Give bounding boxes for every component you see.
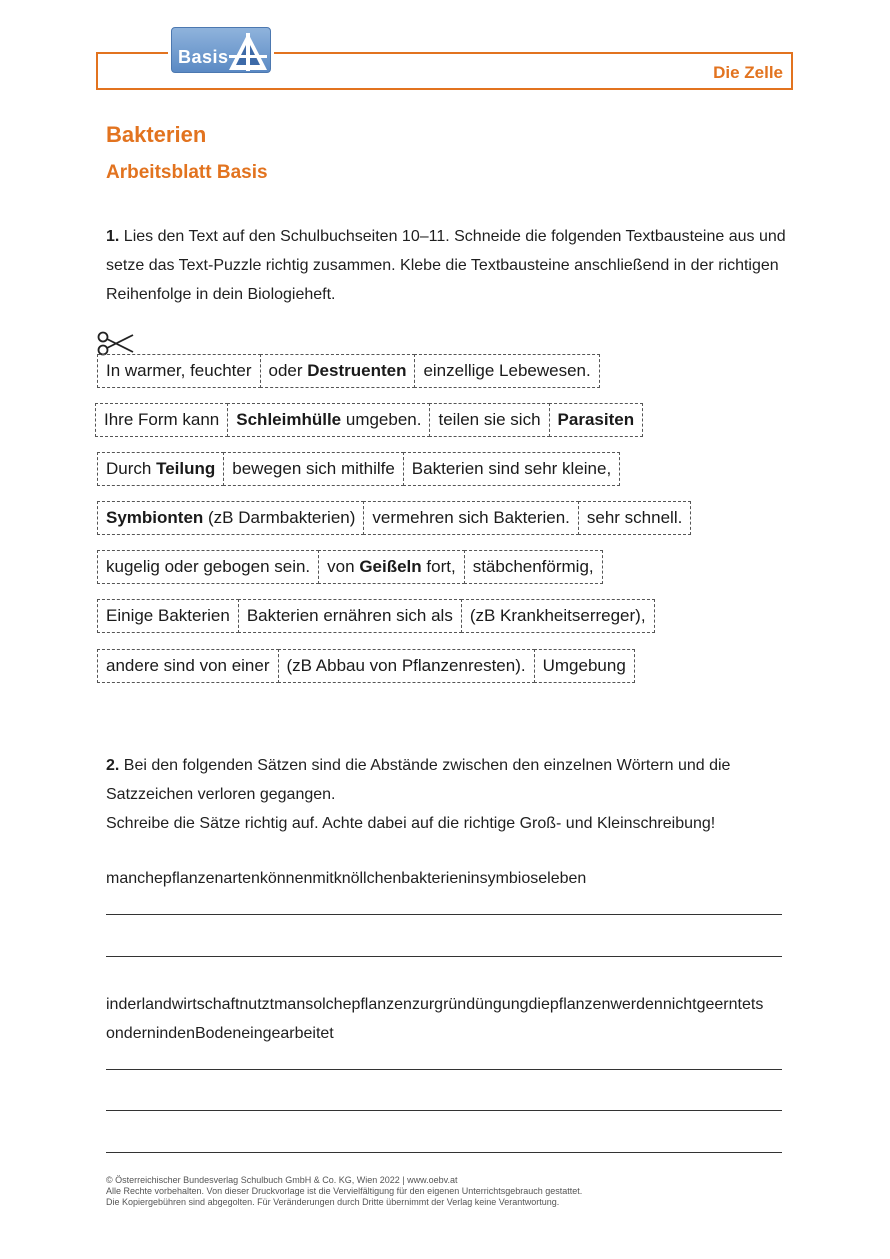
puzzle-piece[interactable]: (zB Krankheitserreger), bbox=[461, 599, 655, 633]
section-title: Die Zelle bbox=[713, 63, 783, 82]
puzzle-piece[interactable]: Parasiten bbox=[549, 403, 644, 437]
puzzle-row-1 bbox=[97, 354, 600, 388]
puzzle-row-4 bbox=[97, 501, 691, 535]
puzzle-row-5 bbox=[97, 550, 603, 584]
basis-logo bbox=[168, 25, 274, 75]
puzzle-piece[interactable]: Durch Teilung bbox=[97, 452, 224, 486]
puzzle-piece[interactable]: Symbionten (zB Darmbakterien) bbox=[97, 501, 364, 535]
task2-number: 2. bbox=[106, 757, 120, 774]
puzzle-piece[interactable]: Bakterien ernähren sich als bbox=[238, 599, 462, 633]
puzzle-piece[interactable]: Umgebung bbox=[534, 649, 635, 683]
puzzle-piece[interactable]: bewegen sich mithilfe bbox=[223, 452, 404, 486]
footer-line: © Österreichischer Bundesverlag Schulbuch GmbH & Co. KG, Wien 2022 | www.oebv.at bbox=[106, 1175, 458, 1185]
puzzle-row-3 bbox=[97, 452, 620, 486]
puzzle-piece[interactable]: (zB Abbau von Pflanzenresten). bbox=[278, 649, 535, 683]
page-title: Bakterien bbox=[106, 122, 207, 147]
scrambled-sentence-1: manchepflanzenartenkönnenmitknöllchenbakterieninsymbioseleben bbox=[106, 870, 587, 887]
puzzle-piece[interactable]: einzellige Lebewesen. bbox=[414, 354, 599, 388]
basis-logo-triangle-icon bbox=[227, 31, 269, 73]
puzzle-piece[interactable]: teilen sie sich bbox=[429, 403, 549, 437]
task2-paragraph bbox=[106, 751, 796, 838]
puzzle-piece[interactable]: In warmer, feuchter bbox=[97, 354, 261, 388]
puzzle-piece[interactable]: oder Destruenten bbox=[260, 354, 416, 388]
task1-paragraph bbox=[106, 222, 796, 309]
puzzle-piece[interactable]: Schleimhülle umgeben. bbox=[227, 403, 430, 437]
puzzle-piece[interactable]: kugelig oder gebogen sein. bbox=[97, 550, 319, 584]
logo-text: Basis bbox=[178, 47, 229, 67]
footer-line: Alle Rechte vorbehalten. Von dieser Druckvorlage ist die Vervielfältigung für den eigenen Unterrichtsgebrauch gestattet. bbox=[106, 1186, 583, 1196]
puzzle-row-2 bbox=[95, 403, 643, 437]
puzzle-piece[interactable]: sehr schnell. bbox=[578, 501, 691, 535]
page-subtitle: Arbeitsblatt Basis bbox=[106, 162, 268, 183]
answer-line[interactable] bbox=[106, 914, 782, 915]
puzzle-piece[interactable]: andere sind von einer bbox=[97, 649, 279, 683]
answer-line[interactable] bbox=[106, 1069, 782, 1070]
sentence-2-line-1: inderlandwirtschaftnutztmansolchepflanzenzurgründüngungdiepflanzenwerdennichtgeerntets bbox=[106, 996, 764, 1013]
puzzle-piece[interactable]: stäbchenförmig, bbox=[464, 550, 603, 584]
puzzle-piece[interactable]: Ihre Form kann bbox=[95, 403, 228, 437]
footer-line: Die Kopiergebühren sind abgegolten. Für Veränderungen durch Dritte übernimmt der Verlag keine Verantwortung. bbox=[106, 1197, 560, 1207]
copyright-footer bbox=[106, 1175, 806, 1208]
puzzle-piece[interactable]: von Geißeln fort, bbox=[318, 550, 465, 584]
puzzle-piece[interactable]: Bakterien sind sehr kleine, bbox=[403, 452, 620, 486]
puzzle-piece[interactable]: vermehren sich Bakterien. bbox=[363, 501, 578, 535]
task2-text: Bei den folgenden Sätzen sind die Abstände zwischen den einzelnen Wörtern und die Satzzeichen verloren gegangen. bbox=[106, 757, 731, 803]
puzzle-row-6 bbox=[97, 599, 655, 633]
task2-instruction: Schreibe die Sätze richtig auf. Achte dabei auf die richtige Groß- und Kleinschreibung! bbox=[106, 815, 716, 832]
puzzle-piece[interactable]: Einige Bakterien bbox=[97, 599, 239, 633]
answer-line[interactable] bbox=[106, 1152, 782, 1153]
puzzle-row-7 bbox=[97, 649, 635, 683]
answer-line[interactable] bbox=[106, 956, 782, 957]
task1-text: Lies den Text auf den Schulbuchseiten 10–11. Schneide die folgenden Textbausteine aus und setze das Text-Puzzle richtig zusammen. Klebe die Textbausteine anschließend in der richtigen Reihenfolge in dein Biologieheft. bbox=[106, 228, 786, 303]
task1-number: 1. bbox=[106, 228, 120, 245]
scrambled-sentence-2 bbox=[106, 990, 796, 1048]
sentence-2-line-2: ondernindenBodeneingearbeitet bbox=[106, 1025, 334, 1042]
answer-line[interactable] bbox=[106, 1110, 782, 1111]
